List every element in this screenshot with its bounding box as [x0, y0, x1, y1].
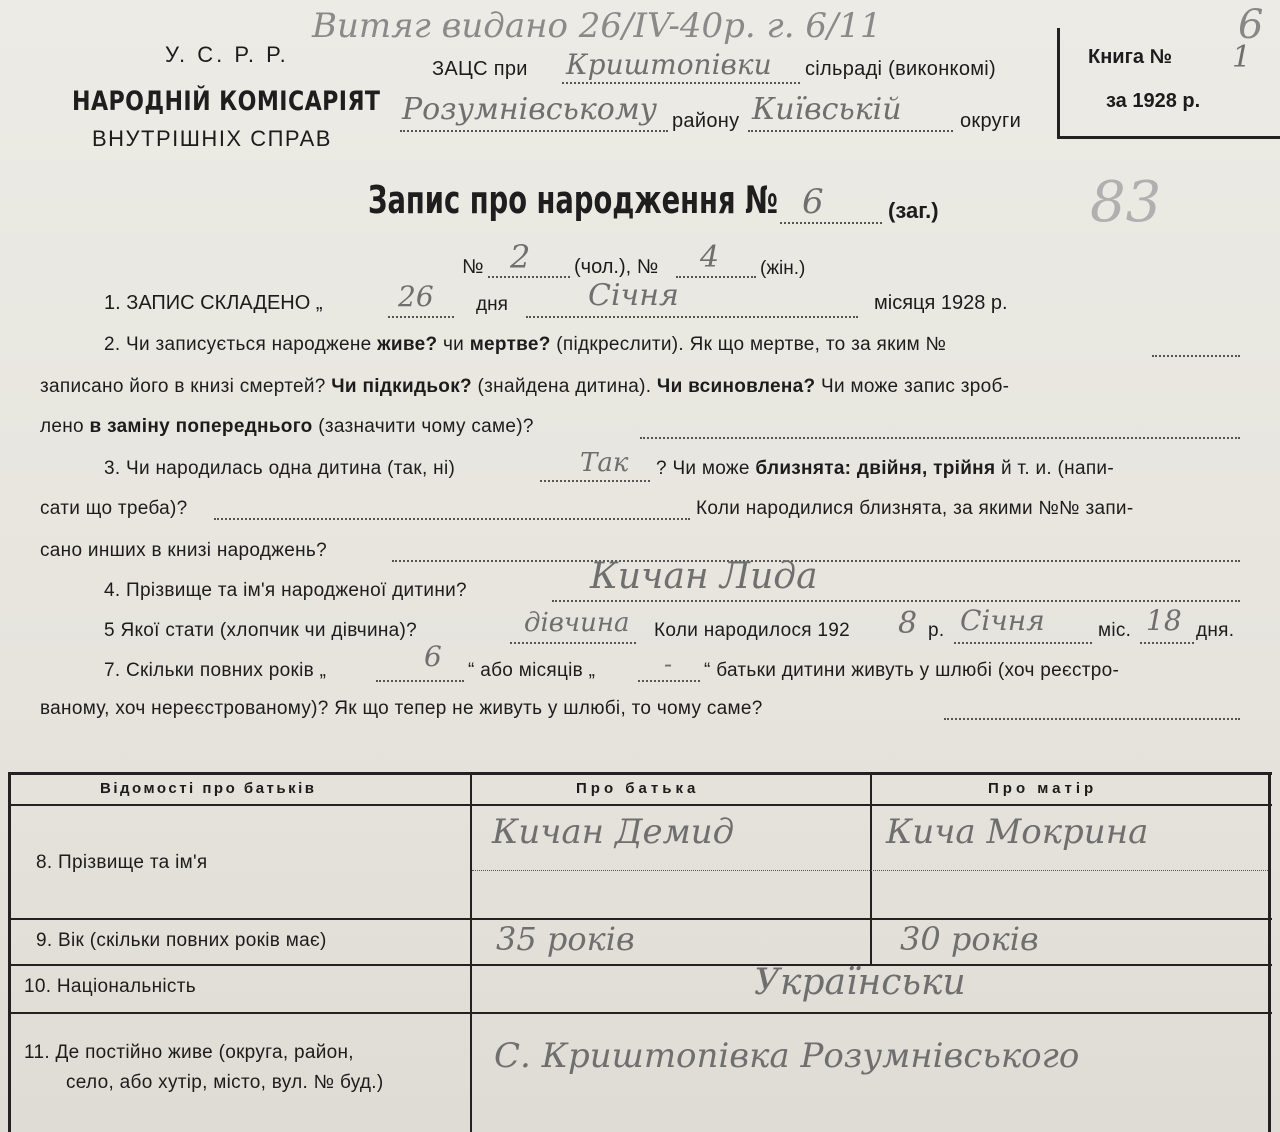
- item3-l2-b: Коли народилися близнята, за якими №№ запи-: [696, 498, 1134, 519]
- item2-line1: [104, 334, 946, 356]
- item5-day-handwritten: 18: [1146, 604, 1182, 637]
- item3-text-b: ? Чи може: [656, 458, 750, 479]
- title-suffix: (заг.): [888, 198, 939, 223]
- row8-father-handwritten: Кичан Демид: [492, 812, 735, 852]
- item5-sex-line: [510, 642, 636, 644]
- item3-line1-rest: [656, 458, 1114, 480]
- item7-line2: ваному, хоч нереєстрованому)? Як що тепер не живуть у шлюбі, то чому саме?: [40, 698, 763, 719]
- village-handwritten: Криштопівки: [566, 48, 772, 81]
- table-right-border: [1268, 772, 1271, 1132]
- item2-replacement: в заміну попереднього: [89, 416, 313, 437]
- district-handwritten: Розумнівському: [402, 92, 658, 127]
- side-handwritten-number: 83: [1090, 170, 1162, 235]
- female-label: (жін.): [760, 258, 806, 279]
- table-header-border: [8, 804, 1272, 806]
- table-col3-header: Про матір: [988, 780, 1098, 797]
- row11-label-line2: село, або хутір, місто, вул. № буд.): [66, 1072, 384, 1093]
- village-dotted-line: [562, 82, 800, 84]
- okrug-label: округи: [960, 110, 1022, 132]
- commissariat-title: НАРОДНІЙ КОМІСАРІЯТ: [72, 86, 381, 117]
- item1-day-label: дня: [476, 294, 508, 315]
- book-box-bottom: [1057, 136, 1280, 139]
- item5-text-e: дня.: [1196, 620, 1235, 641]
- item7-text-a: 7. Скільки повних років „: [104, 660, 327, 681]
- item1-suffix: місяця 1928 р.: [874, 292, 1008, 314]
- table-row1-inner-line: [472, 870, 1268, 871]
- row10-label: 10. Національність: [24, 976, 196, 997]
- table-top-border: [8, 772, 1272, 775]
- table-col2-border: [470, 772, 472, 1132]
- district-dotted-line: [400, 130, 668, 132]
- item3-twins-line: [214, 518, 690, 520]
- item3-l3: сано инших в книзі народжень?: [40, 540, 327, 561]
- female-number-handwritten: 4: [700, 240, 720, 275]
- book-box-border: [1057, 28, 1060, 138]
- female-number-dotted-line: [676, 276, 756, 278]
- item7-years-line: [376, 680, 464, 682]
- commissariat-subtitle: ВНУТРІШНІХ СПРАВ: [92, 126, 332, 151]
- item2-l2-a: записано його в книзі смертей?: [40, 376, 326, 397]
- table-col3-border: [870, 772, 872, 966]
- item5-sex-handwritten: дівчина: [524, 608, 630, 638]
- item2-l2-c: (знайдена дитина).: [477, 376, 652, 397]
- item2-line2: [40, 376, 1009, 398]
- item3-text-a: 3. Чи народилась одна дитина (так, ні): [104, 458, 456, 479]
- item4-label: 4. Прізвище та ім'я народженої дитини?: [104, 580, 467, 601]
- item2-alive: живе?: [377, 334, 438, 355]
- corner-handwritten-number: 6: [1238, 2, 1264, 48]
- item1-day-handwritten: 26: [398, 280, 434, 313]
- title-number-dotted-line: [780, 222, 882, 224]
- item2-l2-e: Чи може запис зроб-: [821, 376, 1010, 397]
- male-label: (чол.), №: [574, 256, 659, 278]
- item3-answer-line: [540, 480, 650, 482]
- item2-l3-a: лено: [40, 416, 84, 437]
- item5-text-b: Коли народилося 192: [654, 620, 851, 641]
- male-number-dotted-line: [488, 276, 570, 278]
- item7-months-line: [638, 680, 700, 682]
- title-number-handwritten: 6: [802, 182, 824, 222]
- item1-month-line: [526, 316, 858, 318]
- item3-twins: близнята: двійня, трійня: [755, 458, 996, 479]
- item1-day-line: [388, 316, 454, 318]
- record-title: Запис про народження №: [368, 178, 778, 222]
- book-label: Книга №: [1088, 46, 1172, 68]
- item5-year-handwritten: 8: [898, 606, 918, 641]
- row9-mother-handwritten: 30 років: [900, 920, 1039, 958]
- male-number-label: №: [462, 256, 484, 278]
- item3-l2-a: сати що треба)?: [40, 498, 188, 519]
- item2-line3: [40, 416, 534, 438]
- item2-foundling: Чи підкидьок?: [331, 376, 472, 397]
- okrug-dotted-line: [748, 130, 953, 132]
- item2-death-number-line: [1152, 355, 1240, 357]
- item7-months-handwritten: -: [664, 650, 673, 678]
- item1-month-handwritten: Січня: [588, 278, 679, 313]
- table-row1-border: [8, 918, 1272, 920]
- top-handwritten-note: Витяг видано 26/IV-40р. г. 6/11: [312, 6, 882, 46]
- item2-text-e: (підкреслити). Як що мертве, то за яким №: [556, 334, 947, 355]
- district-label: району: [672, 110, 740, 132]
- item5-day-line: [1140, 642, 1194, 644]
- item7-reason-line: [944, 718, 1240, 720]
- row8-mother-handwritten: Кича Мокрина: [886, 812, 1149, 852]
- item5-month-handwritten: Січня: [960, 604, 1045, 637]
- item5-text-a: 5 Якої стати (хлопчик чи дівчина)?: [104, 620, 418, 641]
- row11-label-line1: 11. Де постійно живе (округа, район,: [24, 1042, 354, 1063]
- item4-child-name-handwritten: Кичан Лида: [590, 556, 818, 597]
- item5-text-c: р.: [928, 620, 945, 641]
- row10-nationality-handwritten: Українськи: [754, 962, 966, 1003]
- item7-text-c: “ батьки дитини живуть у шлюбі (хоч реєстро-: [704, 660, 1120, 681]
- item2-text-a: 2. Чи записується народжене: [104, 334, 372, 355]
- item7-years-handwritten: 6: [424, 640, 442, 673]
- row11-residence-handwritten: С. Криштопівка Розумнівського: [494, 1036, 1080, 1076]
- male-number-handwritten: 2: [510, 238, 531, 276]
- item2-or: чи: [442, 334, 465, 355]
- table-col1-header: Відомості про батьків: [100, 780, 317, 797]
- item3-answer-handwritten: Так: [580, 448, 629, 478]
- row9-label: 9. Вік (скільки повних років має): [36, 930, 327, 951]
- table-row3-border: [8, 1012, 1272, 1014]
- okrug-handwritten: Київській: [752, 92, 902, 127]
- table-left-border: [8, 772, 11, 1132]
- item1-prefix: 1. ЗАПИС СКЛАДЕНО „: [104, 292, 323, 314]
- row8-label: 8. Прізвище та ім'я: [36, 852, 208, 873]
- republic-abbreviation: У. С. Р. Р.: [165, 42, 289, 67]
- item7-text-b: “ або місяців „: [468, 660, 596, 681]
- zags-prefix: ЗАЦС при: [432, 58, 528, 80]
- row9-father-handwritten: 35 років: [496, 920, 635, 958]
- item5-month-line: [954, 642, 1092, 644]
- council-suffix: сільраді (виконкомі): [805, 58, 996, 80]
- book-year: за 1928 р.: [1106, 90, 1201, 112]
- book-number-handwritten: 1: [1232, 40, 1252, 75]
- table-col2-header: Про батька: [576, 780, 700, 797]
- item4-line: [552, 600, 1240, 602]
- item2-dead: мертве?: [469, 334, 551, 355]
- item5-text-d: міс.: [1098, 620, 1132, 641]
- item2-adopted: Чи всиновлена?: [656, 376, 816, 397]
- item3-text-d: й т. и. (напи-: [1000, 458, 1114, 479]
- table-row2-border: [8, 964, 1272, 966]
- item2-l3-c: (зазначити чому саме)?: [318, 416, 534, 437]
- item2-reason-line: [640, 437, 1240, 439]
